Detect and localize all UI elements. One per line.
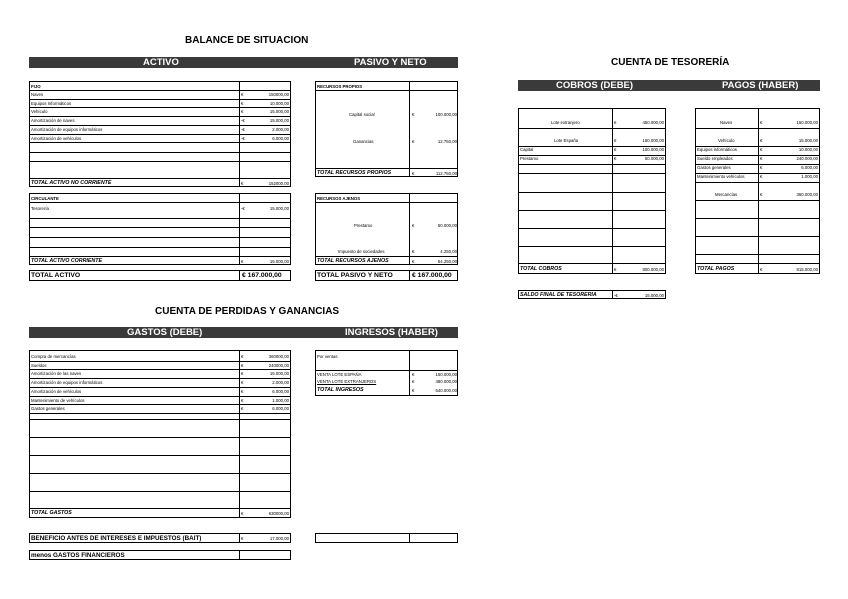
ingresos-por-ventas: Por ventas [317,354,338,359]
pago-vehiculo-label: Vehículo [718,138,735,143]
ganancias-label: Ganancias [353,139,374,144]
pyg-title: CUENTA DE PERDIDAS Y GANANCIAS [155,306,340,317]
total-activo-value: € 167.000,00 [242,272,282,279]
capital-social-cur: € [412,112,415,117]
gasto-row-amount: 6.000,00 [272,406,289,412]
recursos-ajenos-total-amount: 54.250,00 [437,259,457,264]
gastos-total-cur: € [241,511,244,516]
gasto-row-currency: € [241,362,244,368]
fijo-row-currency: -€ [241,126,245,132]
pago-mantenimiento-label: Mantenimiento vehículos [697,174,745,179]
recursos-ajenos-header: RECURSOS AJENOS [317,196,361,201]
fijo-row-amount: 6.000,00 [272,135,289,141]
gasto-row-currency: € [241,406,244,412]
venta-espana-label: VENTA LOTE ESPAÑA [317,372,362,377]
pyg-header-bar [29,327,458,338]
pago-mantenimiento-cur: € [760,174,763,179]
fijo-row-amount: 150000,00 [268,92,289,97]
cobros-table [518,108,666,274]
pagos-table [695,108,820,274]
gastos-header: GASTOS (DEBE) [127,327,203,338]
venta-espana-amount: 160.000,00 [435,372,457,377]
pasivo-header: PASIVO Y NETO [354,57,427,68]
fijo-row-amount: 2.000,00 [272,126,289,132]
pago-gastos-generales-label: Gastos generales [697,165,731,170]
gastos-total-amount: 630000,00 [268,511,289,516]
fijo-row-currency: € [241,109,244,115]
cobro-lote-espana-label: Lote España [554,138,579,143]
fijo-row-amount: 15.000,00 [269,109,289,115]
fijo-row-amount: 15.000,00 [269,118,289,124]
gastos-financieros-label: menos GASTOS FINANCIEROS [31,552,125,559]
cobro-lote-extranjero-amount: 450.000,00 [642,120,664,125]
cobros-total-amount: 800.000,00 [642,267,664,272]
bait-row [29,533,291,543]
circulante-row-amount: 15.000,00 [269,206,289,211]
total-activo-label: TOTAL ACTIVO [31,272,81,279]
gasto-row-label: Amortización de equipos informáticos [31,380,103,386]
circulante-row-label: Tesorería [31,206,49,211]
fijo-row-currency: -€ [241,135,245,141]
cobros-total-label: TOTAL COBROS [520,266,562,272]
circulante-total-label: TOTAL ACTIVO CORRIENTE [31,258,103,264]
gasto-row-currency: € [241,354,244,359]
tesoreria-title: CUENTA DE TESORERÍA [611,57,730,68]
prestamo-label: Prestamo [354,223,373,228]
recursos-propios-total-label: TOTAL RECURSOS PROPIOS [317,170,392,176]
capital-social-label: Capital social [349,112,375,117]
total-pasivo-value: € 167.000,00 [412,272,452,279]
pagos-header: PAGOS (HABER) [722,80,799,91]
cobro-lote-extranjero-cur: € [614,120,617,125]
pago-sueldos-amount: 240.000,00 [796,156,818,161]
ingresos-header: INGRESOS (HABER) [345,327,438,338]
fijo-total-label: TOTAL ACTIVO NO CORRIENTE [31,180,112,186]
fijo-row-label: Amortización de vehículos [31,135,82,141]
recursos-propios-header: RECURSOS PROPIOS [317,84,363,89]
gasto-row-amount: 15.000,00 [269,371,289,377]
recursos-propios-total-amount: 112.750,00 [435,171,457,176]
gasto-row-amount: 240000,00 [268,362,289,368]
gasto-row-amount: 6.000,00 [272,388,289,394]
pago-naves-amount: 150.000,00 [796,120,818,125]
cobros-header: COBROS (DEBE) [556,80,634,91]
gasto-row-label: Sueldos [31,362,47,368]
gasto-row-amount: 1.000,00 [272,397,289,403]
cobro-capital-amount: 100.000,00 [642,147,664,152]
gasto-row-label: Gastos generales [31,406,65,412]
impuesto-amount: 4.250,00 [440,249,457,254]
tesoreria-header-bar [518,80,820,91]
pagos-total-amount: 815.000,00 [796,267,818,272]
circulante-total-cur: € [241,259,244,264]
gasto-row-currency: € [241,388,244,394]
circulante-total-amount: 15.000,00 [269,259,289,264]
gasto-row-currency: € [241,397,244,403]
fijo-row-label: Equipos Informáticos [31,100,72,106]
cobro-prestamo-amount: 50.000,00 [644,156,664,161]
ingresos-total-label: TOTAL INGRESOS [317,387,364,393]
bait-right-row [315,533,458,543]
saldo-final-row [518,290,666,299]
cobros-total-cur: € [614,267,617,272]
ingresos-total-cur: € [412,388,415,393]
saldo-final-amount: 15.000,00 [644,293,664,298]
balance-header-bar [29,57,458,68]
total-activo-row [29,270,291,281]
activo-header: ACTIVO [143,57,179,68]
fijo-total-amount: 152000,00 [268,181,289,186]
cobro-lote-espana-cur: € [614,138,617,143]
cobro-prestamo-cur: € [614,156,617,161]
pagos-total-label: TOTAL PAGOS [697,266,735,272]
pago-gastos-generales-amount: 6.000,00 [801,165,818,170]
saldo-final-cur: -€ [614,293,618,298]
fijo-row-label: Vehículo [31,109,48,115]
recursos-propios-table [315,81,458,177]
gastos-financieros-row [29,550,291,560]
total-pasivo-label: TOTAL PASIVO Y NETO [317,272,393,279]
pago-sueldos-label: Sueldo empleados [697,156,733,161]
cobro-lote-extranjero-label: Lote extranjero [551,120,580,125]
bait-label: BENEFICIO ANTES DE INTERESES E IMPUESTOS (BAIT) [31,535,202,542]
pago-mercancias-cur: € [760,192,763,197]
recursos-ajenos-total-cur: € [412,259,415,264]
impuesto-cur: € [412,249,415,254]
gasto-row-currency: € [241,380,244,386]
pago-equipos-label: Equipos informáticos [697,147,737,152]
total-pasivo-row [315,270,458,281]
ingresos-table [315,350,458,396]
gasto-row-currency: € [241,371,244,377]
pago-mercancias-label: Mercancías [715,192,738,197]
gasto-row-label: Compra de mercancías [31,354,76,359]
pago-vehiculo-cur: € [760,138,763,143]
gastos-total-label: TOTAL GASTOS [31,510,72,516]
pago-sueldos-cur: € [760,156,763,161]
venta-espana-cur: € [412,372,415,377]
fijo-row-label: Amortización de equipos informáticos [31,126,103,132]
fijo-row-label: Naves [31,92,44,97]
venta-extranjeros-cur: € [412,379,415,384]
pago-naves-cur: € [760,120,763,125]
gasto-row-amount: 360000,00 [268,354,289,359]
recursos-propios-total-cur: € [412,171,415,176]
pagos-total-cur: € [760,267,763,272]
gastos-table [29,350,291,518]
pago-equipos-cur: € [760,147,763,152]
bait-cur: € [241,536,244,541]
fijo-row-amount: 10.000,00 [269,100,289,106]
cobro-capital-label: Capital [520,147,534,152]
impuesto-label: Impuesto de sociedades [338,249,385,254]
bait-amount: 17.000,00 [269,536,289,541]
venta-extranjeros-label: VENTA LOTE EXTRANJEROS [317,379,377,384]
cobro-capital-cur: € [614,147,617,152]
capital-social-amount: 100.000,00 [435,112,457,117]
fijo-row-label: Amortización de naves [31,118,75,124]
fijo-row-currency: € [241,100,244,106]
cobro-prestamo-label: Prestamo [520,156,539,161]
pago-vehiculo-amount: 15.000,00 [798,138,818,143]
gasto-row-amount: 2.000,00 [272,380,289,386]
pago-equipos-amount: 10.000,00 [798,147,818,152]
gasto-row-label: Mantenimiento de vehículos [31,397,85,403]
circulante-table [29,193,291,265]
recursos-ajenos-total-label: TOTAL RECURSOS AJENOS [317,258,389,264]
fijo-header: FIJO [31,84,41,89]
pago-mercancias-amount: 360.000,00 [796,192,818,197]
ganancias-amount: 12.750,00 [437,139,457,144]
fijo-row-currency: € [241,92,244,97]
balance-title: BALANCE DE SITUACION [185,35,309,46]
circulante-row-cur: -€ [241,206,245,211]
pago-naves-label: Naves [720,120,733,125]
fijo-table [29,81,291,187]
venta-extranjeros-amount: 480.000,00 [435,379,457,384]
prestamo-cur: € [412,223,415,228]
cobro-lote-espana-amount: 160.000,00 [642,138,664,143]
fijo-total-cur: € [241,181,244,186]
prestamo-amount: 50.000,00 [437,223,457,228]
gasto-row-label: Amortización de las naves [31,371,82,377]
gasto-row-label: Amortización de vehículos [31,388,82,394]
circulante-header: CIRCULANTE [31,196,59,201]
recursos-ajenos-table [315,193,458,265]
saldo-final-label: SALDO FINAL DE TESORERIA [520,292,597,298]
pago-gastos-generales-cur: € [760,165,763,170]
fijo-row-currency: -€ [241,118,245,124]
ingresos-total-amount: 640.000,00 [435,388,457,393]
pago-mantenimiento-amount: 1.000,00 [801,174,818,179]
ganancias-cur: € [412,139,415,144]
